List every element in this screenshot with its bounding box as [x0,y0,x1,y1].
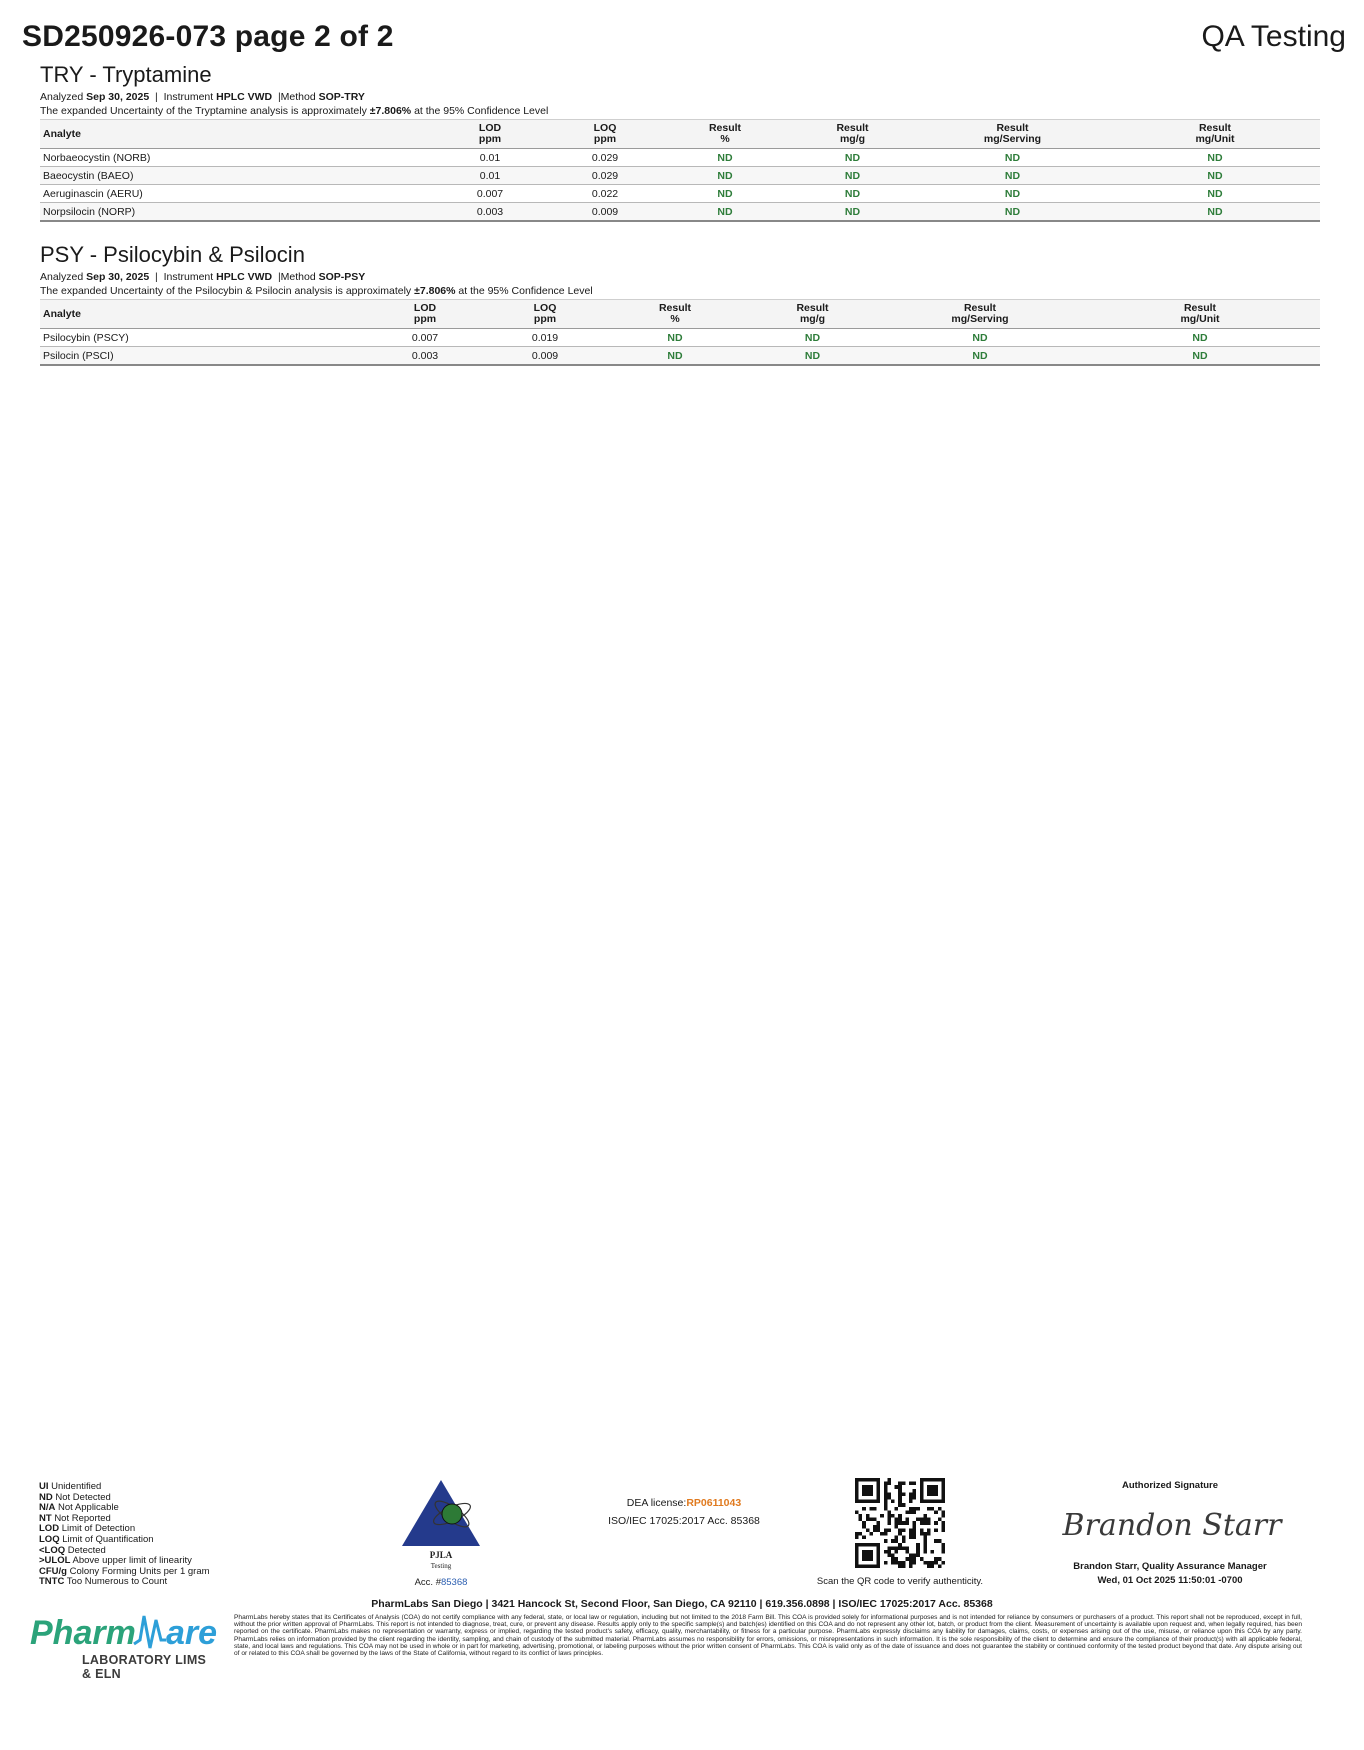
instrument-value: HPLC VWD [216,271,273,283]
uncertainty-value: ±7.806% [369,105,412,117]
table-row: Psilocybin (PSCY) 0.007 0.019 ND ND ND ND [40,329,1320,347]
header-right-label: QA Testing [1201,20,1346,53]
legend-item: <LOQ Detected [39,1544,106,1556]
pjla-accreditation [398,1478,484,1588]
lab-address: PharmLabs San Diego | 3421 Hancock St, Second Floor, San Diego, CA 92110 | 619.356.0898 | ISO/IEC 17025:2017 Acc. 85368 [371,1598,993,1610]
qr-code-icon[interactable] [855,1478,945,1568]
col-header-result-serving: Result mg/Serving [915,120,1110,149]
signatory-name: Brandon Starr, Quality Assurance Manager [1073,1561,1267,1572]
legend-item: ND Not Detected [39,1491,111,1503]
analysis-meta: Analyzed Sep 30, 2025 | Instrument HPLC VWD |Method SOP-TRY [40,91,365,103]
pjla-logo-icon [398,1478,484,1570]
legend-item: CFU/g Colony Forming Units per 1 gram [39,1565,210,1577]
table-row: Baeocystin (BAEO) 0.01 0.029 ND ND ND ND [40,167,1320,185]
col-header-lod: LOD ppm [365,300,485,329]
pjla-acc: Acc. #85368 [414,1577,468,1588]
svg-text:Brandon Starr: Brandon Starr [1062,1508,1282,1543]
handwritten-signature [1060,1491,1280,1553]
col-header-loq: LOQ ppm [485,300,605,329]
analysis-meta: Analyzed Sep 30, 2025 | Instrument HPLC VWD |Method SOP-PSY [40,271,366,283]
confidence-text: at the 95% Confidence Level [458,285,593,297]
legend-item: TNTC Too Numerous to Count [39,1576,168,1588]
uncertainty-text: The expanded Uncertainty of the Psilocybin & Psilocin analysis is approximately [40,285,412,297]
method-value: SOP-TRY [318,91,365,103]
confidence-text: at the 95% Confidence Level [414,105,549,117]
signature-block [1060,1480,1280,1586]
col-header-analyte: Analyte [40,120,430,149]
dea-label: DEA license: [626,1497,687,1509]
method-label: Method [280,91,316,103]
legend-item: N/A Not Applicable [39,1502,119,1514]
dea-license-number: RP0611043 [686,1497,742,1509]
results-table [40,119,1320,222]
col-header-lod: LOD ppm [430,120,550,149]
qr-verification [800,1478,1000,1587]
col-header-result-mgg: Result mg/g [745,300,880,329]
uncertainty-value: ±7.806% [414,285,456,297]
table-row: Aeruginascin (AERU) 0.007 0.022 ND ND ND ND [40,185,1320,203]
uncertainty-statement [40,284,1320,298]
col-header-loq: LOQ ppm [550,120,660,149]
section-tryptamine [40,62,1320,222]
col-header-result-unit: Result mg/Unit [1110,120,1320,149]
svg-text:Pharm: Pharm [30,1614,136,1652]
method-value: SOP-PSY [318,271,366,283]
table-header-row [40,300,1320,329]
legend-item: UI Unidentified [39,1481,102,1492]
section-title: PSY - Psilocybin & Psilocin [40,242,305,267]
table-row: Norbaeocystin (NORB) 0.01 0.029 ND ND ND ND [40,149,1320,167]
instrument-label: Instrument [163,91,214,103]
col-header-result-pct: Result % [660,120,790,149]
abbreviation-legend [39,1482,210,1588]
analyzed-label: Analyzed [40,91,84,103]
section-title: TRY - Tryptamine [40,62,212,87]
signature-label: Authorized Signature [1121,1480,1219,1491]
report-id: SD250926-073 page 2 of 2 [22,20,394,53]
svg-text:PJLA: PJLA [429,1550,453,1560]
pharmware-logo-icon [30,1610,218,1654]
svg-text:are: are [166,1614,218,1652]
instrument-label: Instrument [163,271,214,283]
uncertainty-text: The expanded Uncertainty of the Tryptamine analysis is approximately [40,105,367,117]
table-row: Psilocin (PSCI) 0.003 0.009 ND ND ND ND [40,347,1320,366]
legend-item: LOD Limit of Detection [39,1523,136,1535]
analyzed-date: Sep 30, 2025 [86,91,150,103]
svg-text:Testing: Testing [430,1562,452,1570]
analyzed-label: Analyzed [40,271,84,283]
method-label: Method [280,271,316,283]
instrument-value: HPLC VWD [216,91,273,103]
logo-tagline: LABORATORY LIMS & ELN [82,1653,207,1681]
legend-item: >ULOL Above upper limit of linearity [39,1555,192,1567]
col-header-result-mgg: Result mg/g [790,120,915,149]
col-header-analyte: Analyte [40,300,365,329]
dea-license-block [600,1494,768,1530]
qr-caption: Scan the QR code to verify authenticity. [816,1576,984,1587]
uncertainty-statement [40,104,1320,118]
results-table [40,299,1320,366]
legal-disclaimer: PharmLabs hereby states that its Certificates of Analysis (COA) do not certify compliance with any federal, state, or local law or regulation, including but not limited to the 2018 Farm Bill. This COA is provided solely for informational purposes and is not intended for reliance by consumers or purchasers of a product. This report shall not be reproduced, except in full, without the prior written approval of PharmLabs. This report is not intended to diagnose, treat, cure, or prevent any disease. Results apply only to the specific sample(s) and batch(es) identified on this COA and do not represent any other lot, batch, or product from the client. Measurement of uncertainty is available upon request and, when legally required, has been reported on the certificate. PharmLabs makes no representation or warranty, express or implied, regarding the tested product's safety, efficacy, quality, merchantability, or fitness for a particular purpose. PharmLabs expressly disclaims any liability for damages, claims, costs, or expenses arising out of the use, misuse, or reliance upon this COA by any party. PharmLabs relies on information provided by the client regarding the identity, sampling, and chain of custody of the submitted material. PharmLabs assumes no responsibility for errors, omissions, or misrepresentations in such information. It is the sole responsibility of the client to determine and ensure the compliance of their product(s) with all applicable federal, state, and local laws and regulations. This COA may not be used in whole or in part for marketing, advertising, promotional, or labeling purposes without the prior written consent of PharmLabs. This COA is valid only as of the date of issuance and does not guarantee the stability or continued conformity of the tested product beyond that date. Any dispute arising out of or related to this COA shall be governed by the laws of the State of California, without regard to its conflict of laws principles. [234,1614,1302,1658]
legend-item: NT Not Reported [39,1512,111,1524]
table-row: Norpsilocin (NORP) 0.003 0.009 ND ND ND ND [40,203,1320,222]
col-header-result-pct: Result % [605,300,745,329]
col-header-result-unit: Result mg/Unit [1080,300,1320,329]
analyzed-date: Sep 30, 2025 [86,271,150,283]
table-header-row [40,120,1320,149]
col-header-result-serving: Result mg/Serving [880,300,1080,329]
legend-item: LOQ Limit of Quantification [39,1533,154,1545]
section-psilocybin [40,242,1320,366]
pharmware-logo [30,1610,218,1681]
signature-datetime: Wed, 01 Oct 2025 11:50:01 -0700 [1097,1575,1243,1586]
iso-accreditation: ISO/IEC 17025:2017 Acc. 85368 [608,1515,760,1527]
